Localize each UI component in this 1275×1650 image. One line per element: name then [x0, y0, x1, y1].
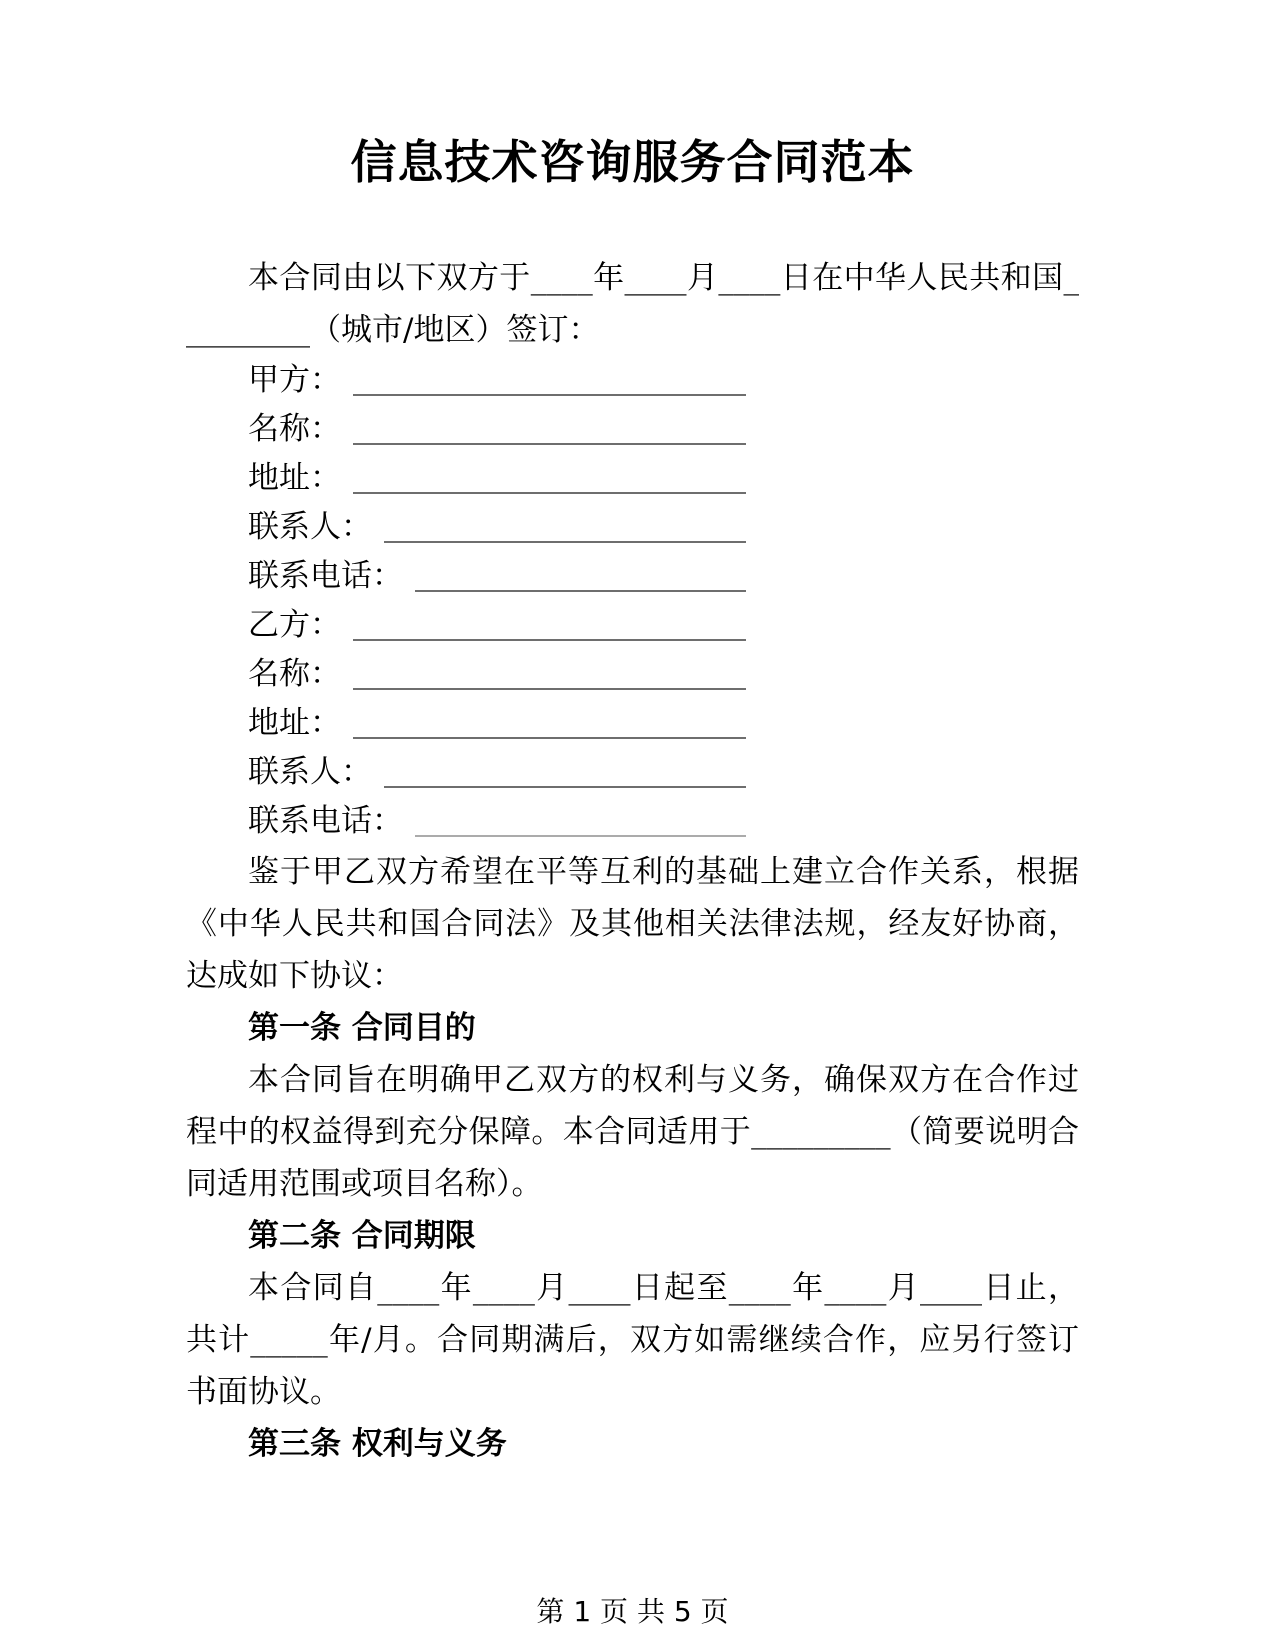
field-label: 甲方：	[248, 362, 341, 398]
field-row-party-b-address	[248, 699, 746, 748]
page-footer: 第 1 页 共 5 页	[536, 1595, 729, 1628]
field-label: 名称：	[248, 656, 341, 692]
blank-underline	[353, 688, 746, 690]
party-fields-block	[186, 356, 1079, 846]
blank-underline	[415, 835, 746, 837]
blank-underline	[353, 492, 746, 494]
blank-underline	[353, 394, 746, 396]
field-row-party-b-contact	[248, 748, 746, 797]
field-row-party-a-phone	[248, 552, 746, 601]
intro-paragraph: 本合同由以下双方于____年____月____日在中华人民共和国_________（城市/地区）签订：	[186, 260, 1079, 348]
blank-underline	[415, 590, 746, 592]
field-label: 联系人：	[248, 509, 372, 545]
field-row-party-b	[248, 601, 746, 650]
field-label: 联系人：	[248, 754, 372, 790]
field-row-party-a	[248, 356, 746, 405]
blank-underline	[353, 443, 746, 445]
blank-underline	[384, 541, 746, 543]
field-row-party-a-name	[248, 405, 746, 454]
field-row-party-a-address	[248, 454, 746, 503]
preamble-paragraph: 鉴于甲乙双方希望在平等互利的基础上建立合作关系，根据《中华人民共和国合同法》及其他相关法律法规，经友好协商，达成如下协议：	[186, 854, 1079, 994]
field-row-party-b-phone	[248, 797, 746, 846]
document-title: 信息技术咨询服务合同范本	[350, 135, 915, 189]
section-1-heading: 第一条 合同目的	[248, 1010, 476, 1046]
field-label: 地址：	[248, 705, 341, 741]
field-row-party-a-contact	[248, 503, 746, 552]
blank-underline	[353, 737, 746, 739]
field-label: 联系电话：	[248, 803, 403, 839]
field-row-party-b-name	[248, 650, 746, 699]
blank-underline	[353, 639, 746, 641]
section-2-heading: 第二条 合同期限	[248, 1218, 476, 1254]
blank-underline	[384, 786, 746, 788]
section-2-body: 本合同自____年____月____日起至____年____月____日止，共计_____年/月。合同期满后，双方如需继续合作，应另行签订书面协议。	[186, 1270, 1079, 1410]
field-label: 乙方：	[248, 607, 341, 643]
field-label: 联系电话：	[248, 558, 403, 594]
field-label: 地址：	[248, 460, 341, 496]
section-3-heading: 第三条 权利与义务	[248, 1426, 507, 1462]
field-label: 名称：	[248, 411, 341, 447]
section-1-body: 本合同旨在明确甲乙双方的权利与义务，确保双方在合作过程中的权益得到充分保障。本合同适用于_________（简要说明合同适用范围或项目名称）。	[186, 1062, 1079, 1202]
